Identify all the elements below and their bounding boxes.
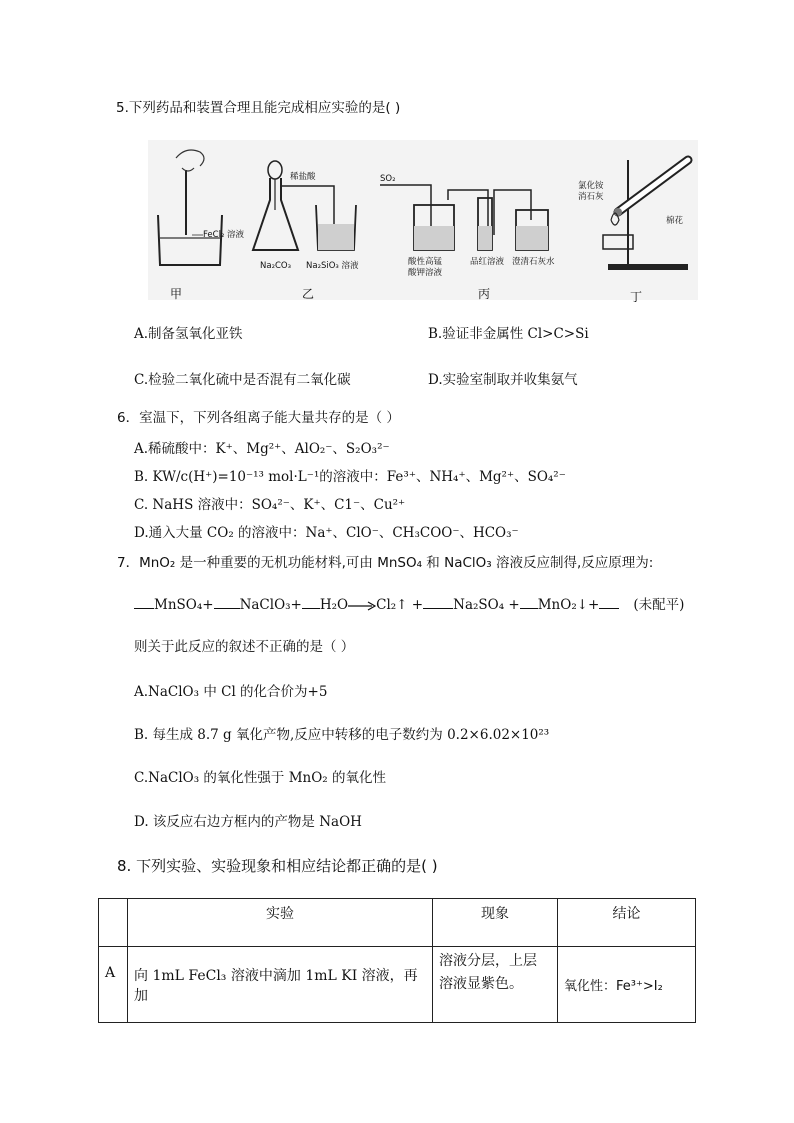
q8-stem: 8. 下列实验、实验现象和相应结论都正确的是( )	[117, 857, 438, 875]
blank-3	[302, 596, 320, 609]
row-a-conclusion: 氧化性：Fe³⁺>I₂	[558, 947, 696, 1023]
eq-h2o: H₂O	[319, 597, 349, 613]
kmno4b-label: 酸钾溶液	[408, 268, 443, 278]
figure-bing-caption: 丙	[478, 287, 491, 301]
table-row	[99, 947, 696, 1023]
q6-stem: 6．室温下，下列各组离子能大量共存的是（ ）	[117, 410, 400, 426]
q7-option-c: C.NaClO₃ 的氧化性强于 MnO₂ 的氧化性	[134, 770, 386, 786]
figure-jia-caption: 甲	[170, 287, 183, 301]
blank-6	[599, 596, 619, 609]
row-a-experiment: 向 1mL FeCl₃ 溶液中滴加 1mL KI 溶液，再加	[128, 947, 433, 1023]
reaction-arrow-icon	[348, 601, 376, 611]
q5-option-b: B.验证非金属性 Cl>C>Si	[428, 326, 589, 342]
blank-4	[423, 596, 453, 609]
blank-2	[214, 596, 240, 609]
table-header-row	[99, 899, 696, 947]
header-phenomenon: 现象	[433, 899, 558, 947]
q6-option-c: C. NaHS 溶液中：SO₄²⁻、K⁺、C1⁻、Cu²⁺	[134, 497, 406, 513]
q5-apparatus-figure	[148, 140, 698, 300]
cao-label: 消石灰	[578, 192, 604, 202]
header-conclusion: 结论	[558, 899, 696, 947]
q7-stem: 7．MnO₂ 是一种重要的无机功能材料,可由 MnSO₄ 和 NaClO₃ 溶液反应制得,反应原理为:	[117, 555, 654, 571]
row-a-phenomenon	[433, 947, 558, 1023]
q6-option-d: D.通入大量 CO₂ 的溶液中：Na⁺、ClO⁻、CH₃COO⁻、HCO₃⁻	[134, 525, 519, 541]
header-blank-cell	[99, 899, 128, 947]
header-experiment: 实验	[128, 899, 433, 947]
q5-stem: 5.下列药品和装置合理且能完成相应实验的是( )	[116, 100, 401, 116]
eq-naclo3: NaClO₃+	[239, 597, 302, 613]
q8-table	[98, 898, 696, 1023]
q7-substem: 则关于此反应的叙述不正确的是（ ）	[134, 639, 355, 655]
eq-unbalanced: (未配平)	[633, 597, 685, 613]
na2co3-label: Na₂CO₃	[260, 261, 292, 271]
hcl-label: 稀盐酸	[290, 172, 316, 182]
q6-option-a: A.稀硫酸中：K⁺、Mg²⁺、AlO₂⁻、S₂O₃²⁻	[134, 441, 390, 457]
eq-mno2: MnO₂↓+	[537, 597, 600, 613]
pinhong-label: 品红溶液	[470, 257, 505, 267]
apparatus-drawing	[148, 140, 698, 300]
lime-label: 澄清石灰水	[512, 257, 555, 267]
figure-yi-caption: 乙	[302, 287, 315, 301]
row-a-phenomenon-line2: 溶液显紫色。	[439, 976, 523, 992]
q7-option-b: B. 每生成 8.7 g 氧化产物,反应中转移的电子数约为 0.2×6.02×10²³	[134, 727, 550, 743]
q5-option-a: A.制备氢氧化亚铁	[134, 326, 243, 342]
eq-cl2: Cl₂↑ +	[376, 597, 424, 613]
q5-option-c: C.检验二氧化硫中是否混有二氧化碳	[134, 372, 351, 388]
cotton-label: 棉花	[666, 216, 684, 226]
q5-option-d: D.实验室制取并收集氨气	[428, 372, 578, 388]
row-a-phenomenon-line1: 溶液分层，上层	[439, 953, 537, 969]
q7-option-d: D. 该反应右边方框内的产物是 NaOH	[134, 814, 362, 830]
q6-option-b: B. KW/c(H⁺)=10⁻¹³ mol·L⁻¹的溶液中：Fe³⁺、NH₄⁺、Mg²⁺、SO₄²⁻	[134, 469, 566, 485]
kmno4-label: 酸性高锰	[408, 257, 443, 267]
q7-equation	[134, 596, 684, 614]
blank-1	[134, 596, 154, 609]
fecl2-label: FeCl₂ 溶液	[203, 230, 245, 240]
figure-ding-caption: 丁	[630, 290, 643, 304]
blank-5	[520, 596, 538, 609]
nh4cl-label: 氯化铵	[578, 181, 604, 191]
eq-mnso4: MnSO₄+	[154, 597, 214, 613]
q7-option-a: A.NaClO₃ 中 Cl 的化合价为+5	[134, 684, 328, 700]
eq-na2so4: Na₂SO₄ +	[453, 597, 520, 613]
na2sio3-label: Na₂SiO₃ 溶液	[306, 261, 359, 271]
row-a-label: A	[99, 947, 128, 1023]
so2-label: SO₂	[380, 174, 396, 184]
